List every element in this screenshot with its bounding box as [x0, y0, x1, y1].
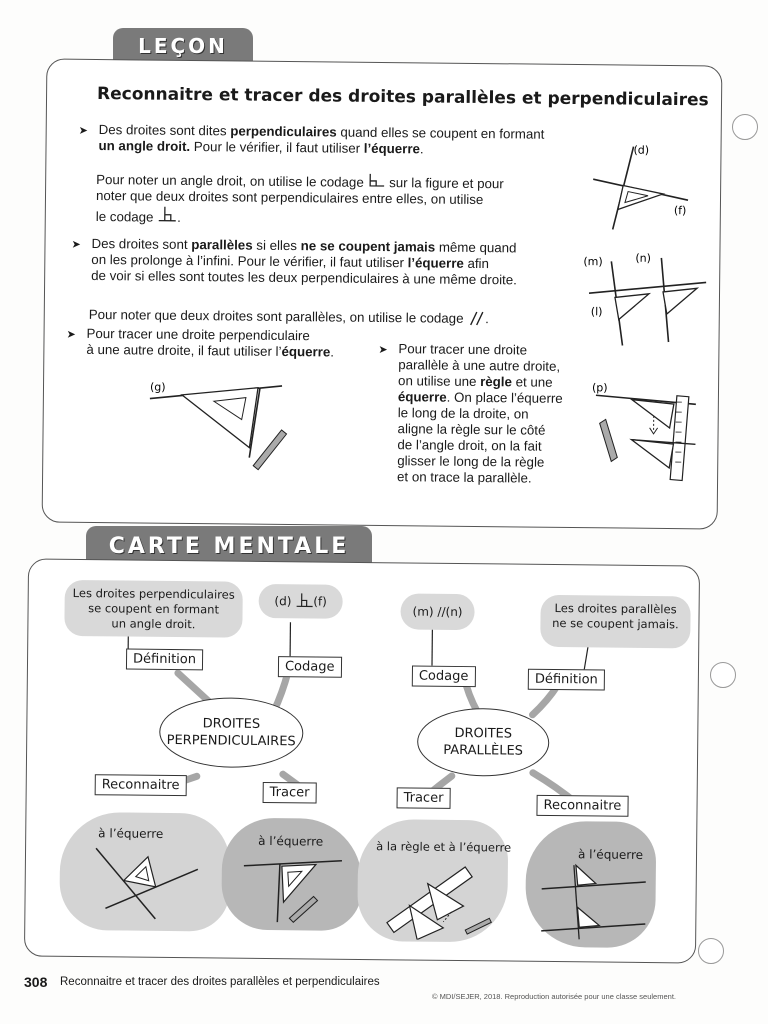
lecon-box — [42, 58, 723, 529]
codage-bubble-paralleles: (m) //(n) — [400, 593, 474, 630]
svg-text:(l): (l) — [590, 305, 603, 319]
reconnaitre-label-paralleles: Reconnaitre — [536, 795, 628, 817]
codage-bubble-perpendiculaires: (d) (f) — [258, 584, 342, 619]
figure-perpendicular-g — [141, 376, 302, 473]
reconnaitre-label-perpendiculaires: Reconnaitre — [95, 774, 187, 796]
tracer-label-paralleles: Tracer — [397, 787, 451, 809]
center-perpendiculaires: DROITES PERPENDICULAIRES — [159, 697, 304, 769]
paragraph-codage-angle-droit: Pour noter un angle droit, on utilise le codage sur la figure et pour noter que deux droites sont perpendiculaires entre elles, on utilise le codage . — [95, 172, 504, 225]
bullet-arrow-icon: ➤ — [78, 123, 88, 137]
tracer-label-perpendiculaires: Tracer — [263, 782, 317, 804]
binder-hole — [732, 114, 758, 140]
drawing-tracer-paralleles — [377, 859, 498, 940]
footer-title: Reconnaitre et tracer des droites parallèles et perpendiculaires — [60, 976, 380, 988]
paragraph-paralleles: Des droites sont parallèles si elles ne se coupent jamais même quand on les prolonge à l’infini. Pour le vérifier, il faut utiliser l’équerre afin de voir si elles sont toutes les deux perpendiculaires à une même droite. — [91, 235, 517, 288]
drawing-reconnaitre-paralleles — [533, 861, 654, 942]
binder-hole — [698, 938, 724, 964]
codage-label-perpendiculaires: Codage — [278, 656, 342, 678]
drawing-reconnaitre-perpendiculaires — [85, 842, 206, 923]
page-number: 308 — [24, 974, 48, 990]
parallel-code-icon — [467, 310, 485, 326]
definition-bubble-paralleles: Les droites parallèles ne se coupent jamais. — [540, 595, 691, 649]
caption-regle-et-equerre: à la règle et à l’équerre — [376, 839, 512, 855]
lecon-title: Reconnaitre et tracer des droites parallèles et perpendiculaires — [96, 84, 709, 111]
svg-text:(m): (m) — [583, 255, 603, 269]
bullet-arrow-icon: ➤ — [71, 237, 81, 251]
svg-text:(n): (n) — [635, 251, 652, 265]
svg-text:(p): (p) — [591, 381, 608, 395]
svg-text:(g): (g) — [149, 380, 166, 394]
binder-hole — [710, 662, 736, 688]
figure-parallel-p — [591, 377, 702, 486]
paragraph-codage-parallele: Pour noter que deux droites sont parallèles, on utilise le codage . — [88, 306, 490, 327]
carte-mentale-box — [24, 558, 700, 963]
svg-text:(f): (f) — [673, 204, 687, 218]
paragraph-perpendiculaires: Des droites sont dites perpendiculaires quand elles se coupent en formant un angle droit. Pour le vérifier, il faut utiliser l’équerre. — [98, 122, 545, 157]
caption-a-lequerre: à l’équerre — [577, 847, 644, 862]
perpendicular-code-icon — [157, 206, 177, 224]
caption-a-lequerre: à l’équerre — [258, 833, 324, 849]
center-paralleles: DROITES PARALLÈLES — [417, 708, 550, 777]
lecon-tab: LEÇON — [113, 28, 253, 66]
definition-label-perpendiculaires: Définition — [126, 649, 203, 671]
caption-a-lequerre: à l’équerre — [98, 826, 164, 841]
perpendicular-code-icon — [295, 592, 313, 608]
codage-label-paralleles: Codage — [412, 666, 476, 688]
definition-bubble-perpendiculaires: Les droites perpendiculaires se coupent en formant un angle droit. — [64, 580, 243, 638]
figure-perpendicular-df — [588, 141, 699, 232]
definition-label-paralleles: Définition — [528, 669, 605, 691]
figure-parallel-mnl — [580, 249, 711, 350]
carte-mentale-tab: CARTE MENTALE — [86, 526, 372, 568]
bullet-arrow-icon: ➤ — [378, 342, 388, 357]
drawing-tracer-perpendiculaires — [237, 852, 348, 927]
right-angle-code-icon — [367, 173, 385, 189]
svg-text:(d): (d) — [633, 143, 650, 157]
bullet-arrow-icon: ➤ — [66, 327, 76, 341]
footer-copyright: © MDI/SEJER, 2018. Reproduction autorisée pour une classe seulement. — [432, 992, 676, 1001]
paragraph-tracer-parallele: Pour tracer une droite parallèle à une autre droite, on utilise une règle et une équerre. On place l’équerre le long de la droite, on aligne la règle sur le côté de l’angle droit, on la fait glisser le long de la règle et on trace la parallèle. — [397, 341, 563, 486]
paragraph-tracer-perpendiculaire: Pour tracer une droite perpendiculaire à une autre droite, il faut utiliser l’équerre. — [86, 325, 335, 360]
